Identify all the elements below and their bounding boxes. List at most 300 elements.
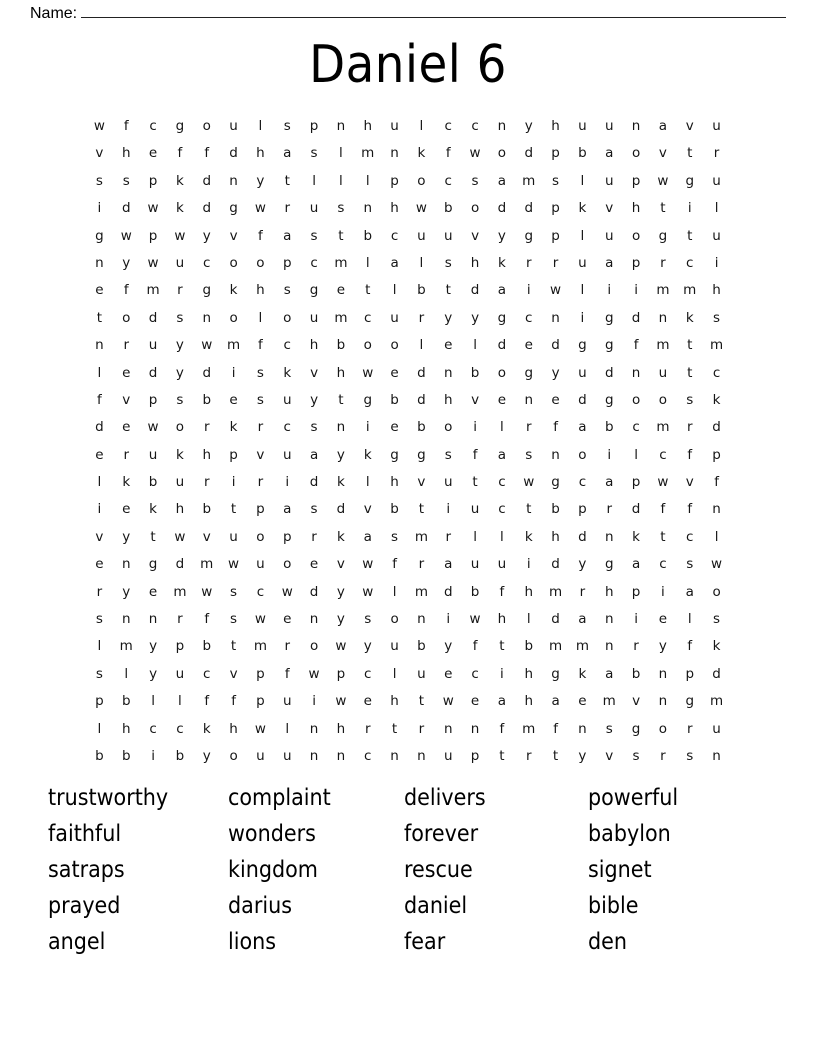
grid-cell[interactable]: d bbox=[336, 501, 346, 518]
grid-cell[interactable]: k bbox=[176, 446, 184, 463]
grid-cell[interactable]: s bbox=[713, 309, 721, 326]
grid-cell[interactable]: g bbox=[685, 693, 695, 710]
grid-cell[interactable]: h bbox=[390, 200, 399, 217]
grid-cell[interactable]: p bbox=[551, 200, 560, 217]
grid-cell[interactable]: h bbox=[336, 364, 346, 381]
grid-cell[interactable]: t bbox=[150, 528, 156, 545]
grid-cell[interactable]: o bbox=[470, 200, 480, 217]
grid-cell[interactable]: l bbox=[473, 528, 477, 545]
grid-cell[interactable]: u bbox=[256, 747, 265, 764]
grid-cell[interactable]: p bbox=[551, 227, 560, 244]
word-list-item[interactable]: fear bbox=[404, 929, 446, 955]
name-blank-line[interactable] bbox=[81, 2, 786, 18]
grid-cell[interactable]: r bbox=[311, 528, 317, 545]
grid-cell[interactable]: m bbox=[656, 337, 670, 354]
grid-cell[interactable]: e bbox=[444, 337, 453, 354]
grid-cell[interactable]: f bbox=[445, 145, 451, 162]
grid-cell[interactable]: a bbox=[605, 145, 614, 162]
grid-cell[interactable]: i bbox=[365, 419, 370, 436]
grid-cell[interactable]: f bbox=[258, 227, 263, 244]
grid-cell[interactable]: d bbox=[202, 200, 212, 217]
grid-cell[interactable]: n bbox=[95, 254, 104, 271]
grid-cell[interactable]: i bbox=[285, 474, 290, 491]
word-list-item[interactable]: faithful bbox=[48, 821, 122, 847]
grid-cell[interactable]: r bbox=[606, 501, 613, 518]
grid-cell[interactable]: b bbox=[417, 282, 426, 299]
grid-cell[interactable]: y bbox=[551, 364, 560, 381]
grid-cell[interactable]: s bbox=[337, 200, 345, 217]
grid-cell[interactable]: w bbox=[120, 227, 132, 244]
grid-cell[interactable]: c bbox=[203, 254, 211, 271]
grid-cell[interactable]: u bbox=[229, 528, 238, 545]
grid-cell[interactable]: c bbox=[498, 501, 506, 518]
grid-cell[interactable]: h bbox=[443, 391, 453, 408]
grid-cell[interactable]: r bbox=[364, 720, 371, 737]
grid-cell[interactable]: l bbox=[526, 611, 531, 628]
grid-cell[interactable]: g bbox=[497, 309, 507, 326]
grid-cell[interactable]: r bbox=[713, 145, 720, 162]
grid-cell[interactable]: p bbox=[256, 501, 265, 518]
grid-cell[interactable]: w bbox=[362, 583, 374, 600]
grid-cell[interactable]: s bbox=[444, 446, 452, 463]
grid-cell[interactable]: d bbox=[175, 556, 185, 573]
grid-cell[interactable]: y bbox=[122, 583, 131, 600]
grid-cell[interactable]: t bbox=[552, 747, 559, 764]
grid-cell[interactable]: m bbox=[200, 556, 214, 573]
grid-cell[interactable]: g bbox=[309, 282, 319, 299]
grid-cell[interactable]: p bbox=[551, 145, 560, 162]
grid-cell[interactable]: p bbox=[229, 446, 238, 463]
grid-cell[interactable]: i bbox=[607, 446, 612, 463]
grid-cell[interactable]: f bbox=[687, 446, 693, 463]
grid-cell[interactable]: k bbox=[229, 419, 238, 436]
grid-cell[interactable]: g bbox=[417, 446, 426, 463]
grid-cell[interactable]: e bbox=[95, 282, 104, 299]
grid-cell[interactable]: u bbox=[470, 556, 480, 573]
grid-cell[interactable]: w bbox=[657, 474, 669, 491]
grid-cell[interactable]: u bbox=[417, 227, 426, 244]
grid-cell[interactable]: o bbox=[444, 419, 453, 436]
grid-cell[interactable]: b bbox=[578, 145, 587, 162]
grid-cell[interactable]: l bbox=[258, 309, 263, 326]
grid-cell[interactable]: t bbox=[472, 474, 478, 491]
grid-cell[interactable]: a bbox=[363, 528, 372, 545]
grid-cell[interactable]: v bbox=[202, 528, 211, 545]
grid-cell[interactable]: d bbox=[712, 665, 721, 682]
grid-cell[interactable]: i bbox=[446, 501, 451, 518]
grid-cell[interactable]: y bbox=[202, 747, 211, 764]
grid-cell[interactable]: e bbox=[122, 501, 131, 518]
grid-cell[interactable]: u bbox=[148, 446, 158, 463]
grid-cell[interactable]: a bbox=[497, 282, 507, 299]
grid-cell[interactable]: o bbox=[658, 391, 668, 408]
grid-cell[interactable]: s bbox=[444, 254, 452, 271]
grid-cell[interactable]: r bbox=[203, 419, 210, 436]
grid-cell[interactable]: u bbox=[658, 364, 668, 381]
grid-cell[interactable]: d bbox=[443, 583, 453, 600]
grid-cell[interactable]: u bbox=[175, 254, 185, 271]
grid-cell[interactable]: n bbox=[95, 337, 104, 354]
grid-cell[interactable]: b bbox=[631, 665, 641, 682]
grid-cell[interactable]: h bbox=[712, 282, 721, 299]
grid-cell[interactable]: k bbox=[632, 528, 640, 545]
grid-cell[interactable]: i bbox=[607, 282, 612, 299]
grid-cell[interactable]: n bbox=[336, 747, 346, 764]
grid-cell[interactable]: h bbox=[121, 145, 131, 162]
grid-cell[interactable]: s bbox=[95, 611, 103, 628]
grid-cell[interactable]: c bbox=[176, 720, 184, 737]
grid-cell[interactable]: p bbox=[148, 227, 158, 244]
grid-cell[interactable]: c bbox=[578, 474, 587, 491]
grid-cell[interactable]: d bbox=[712, 419, 721, 436]
grid-cell[interactable]: u bbox=[604, 227, 614, 244]
word-list-item[interactable]: rescue bbox=[404, 857, 473, 883]
grid-cell[interactable]: l bbox=[714, 200, 719, 217]
grid-cell[interactable]: l bbox=[151, 693, 155, 710]
grid-cell[interactable]: h bbox=[229, 720, 238, 737]
grid-cell[interactable]: m bbox=[227, 337, 241, 354]
grid-cell[interactable]: l bbox=[258, 118, 263, 134]
grid-cell[interactable]: w bbox=[469, 611, 481, 628]
grid-cell[interactable]: w bbox=[469, 145, 481, 162]
grid-cell[interactable]: m bbox=[656, 419, 670, 436]
grid-cell[interactable]: o bbox=[309, 638, 319, 655]
grid-cell[interactable]: c bbox=[149, 720, 157, 737]
word-list-item[interactable]: wonders bbox=[228, 821, 316, 847]
grid-cell[interactable]: b bbox=[363, 227, 373, 244]
grid-cell[interactable]: s bbox=[310, 501, 318, 518]
grid-cell[interactable]: d bbox=[497, 337, 507, 354]
grid-cell[interactable]: r bbox=[633, 638, 639, 655]
grid-cell[interactable]: o bbox=[417, 172, 426, 189]
grid-cell[interactable]: w bbox=[201, 583, 213, 600]
grid-cell[interactable]: r bbox=[552, 254, 559, 271]
grid-cell[interactable]: b bbox=[417, 419, 426, 436]
grid-cell[interactable]: o bbox=[631, 391, 641, 408]
grid-cell[interactable]: t bbox=[687, 227, 693, 244]
grid-cell[interactable]: i bbox=[473, 419, 477, 436]
grid-cell[interactable]: f bbox=[204, 145, 210, 162]
grid-cell[interactable]: u bbox=[578, 254, 587, 271]
grid-cell[interactable]: c bbox=[525, 309, 533, 326]
grid-cell[interactable]: b bbox=[524, 638, 534, 655]
grid-cell[interactable]: u bbox=[282, 391, 292, 408]
grid-cell[interactable]: o bbox=[202, 118, 211, 134]
grid-cell[interactable]: n bbox=[631, 364, 641, 381]
grid-cell[interactable]: d bbox=[417, 364, 426, 381]
grid-cell[interactable]: u bbox=[712, 118, 721, 134]
word-list-item[interactable]: kingdom bbox=[228, 857, 318, 883]
grid-cell[interactable]: h bbox=[551, 118, 560, 134]
grid-cell[interactable]: u bbox=[578, 364, 587, 381]
grid-cell[interactable]: v bbox=[310, 364, 319, 381]
grid-cell[interactable]: n bbox=[443, 720, 453, 737]
grid-cell[interactable]: d bbox=[95, 419, 104, 436]
grid-cell[interactable]: f bbox=[258, 337, 263, 354]
word-list-item[interactable]: delivers bbox=[404, 785, 486, 811]
grid-cell[interactable]: g bbox=[363, 391, 373, 408]
grid-cell[interactable]: f bbox=[177, 145, 183, 162]
grid-cell[interactable]: w bbox=[174, 528, 186, 545]
grid-cell[interactable]: p bbox=[390, 172, 399, 189]
grid-cell[interactable]: i bbox=[231, 474, 236, 491]
grid-cell[interactable]: g bbox=[578, 337, 587, 354]
grid-cell[interactable]: l bbox=[365, 474, 370, 491]
grid-cell[interactable]: d bbox=[202, 172, 212, 189]
word-search-grid[interactable] bbox=[86, 113, 730, 770]
grid-cell[interactable]: w bbox=[335, 693, 347, 710]
grid-cell[interactable]: k bbox=[363, 446, 372, 463]
grid-cell[interactable]: p bbox=[631, 172, 641, 189]
grid-cell[interactable]: p bbox=[256, 665, 265, 682]
grid-cell[interactable]: o bbox=[256, 254, 265, 271]
grid-cell[interactable]: p bbox=[175, 638, 185, 655]
grid-cell[interactable]: d bbox=[417, 391, 426, 408]
grid-cell[interactable]: o bbox=[229, 747, 238, 764]
grid-cell[interactable]: r bbox=[525, 419, 532, 436]
grid-cell[interactable]: y bbox=[122, 528, 131, 545]
grid-cell[interactable]: f bbox=[123, 282, 129, 299]
grid-cell[interactable]: o bbox=[283, 309, 292, 326]
grid-cell[interactable]: t bbox=[96, 309, 103, 326]
grid-cell[interactable]: u bbox=[578, 118, 587, 134]
grid-cell[interactable]: c bbox=[149, 118, 157, 134]
grid-cell[interactable]: c bbox=[444, 172, 452, 189]
grid-cell[interactable]: f bbox=[472, 638, 478, 655]
grid-cell[interactable]: u bbox=[712, 720, 721, 737]
grid-cell[interactable]: u bbox=[256, 556, 265, 573]
grid-cell[interactable]: d bbox=[551, 556, 560, 573]
grid-cell[interactable]: m bbox=[710, 337, 724, 354]
grid-cell[interactable]: d bbox=[631, 501, 641, 518]
grid-cell[interactable]: b bbox=[121, 747, 131, 764]
grid-cell[interactable]: l bbox=[97, 474, 102, 491]
grid-cell[interactable]: k bbox=[337, 528, 345, 545]
grid-cell[interactable]: u bbox=[282, 446, 292, 463]
grid-cell[interactable]: b bbox=[202, 501, 212, 518]
grid-cell[interactable]: c bbox=[364, 309, 372, 326]
grid-cell[interactable]: k bbox=[283, 364, 292, 381]
grid-cell[interactable]: t bbox=[499, 747, 505, 764]
grid-cell[interactable]: w bbox=[147, 254, 159, 271]
grid-cell[interactable]: h bbox=[524, 583, 534, 600]
grid-cell[interactable]: g bbox=[390, 446, 399, 463]
grid-cell[interactable]: n bbox=[551, 309, 560, 326]
grid-cell[interactable]: t bbox=[526, 501, 532, 518]
grid-cell[interactable]: g bbox=[604, 309, 614, 326]
grid-cell[interactable]: l bbox=[580, 282, 585, 299]
grid-cell[interactable]: o bbox=[658, 720, 668, 737]
grid-cell[interactable]: n bbox=[658, 309, 668, 326]
grid-cell[interactable]: v bbox=[229, 227, 238, 244]
grid-cell[interactable]: i bbox=[634, 282, 638, 299]
grid-cell[interactable]: n bbox=[712, 747, 721, 764]
grid-cell[interactable]: g bbox=[229, 200, 238, 217]
word-list-item[interactable]: complaint bbox=[228, 785, 331, 811]
grid-cell[interactable]: k bbox=[176, 172, 184, 189]
grid-cell[interactable]: d bbox=[524, 200, 534, 217]
grid-cell[interactable]: p bbox=[148, 172, 158, 189]
grid-cell[interactable]: d bbox=[470, 282, 480, 299]
grid-cell[interactable]: o bbox=[363, 337, 372, 354]
grid-cell[interactable]: r bbox=[660, 747, 666, 764]
grid-cell[interactable]: u bbox=[390, 309, 399, 326]
grid-cell[interactable]: i bbox=[634, 611, 638, 628]
grid-cell[interactable]: e bbox=[95, 556, 104, 573]
grid-cell[interactable]: h bbox=[470, 254, 480, 271]
grid-cell[interactable]: m bbox=[549, 638, 563, 655]
grid-cell[interactable]: y bbox=[310, 391, 319, 408]
grid-cell[interactable]: t bbox=[391, 720, 398, 737]
grid-cell[interactable]: e bbox=[578, 693, 587, 710]
grid-cell[interactable]: s bbox=[283, 118, 291, 134]
grid-cell[interactable]: f bbox=[97, 391, 102, 408]
grid-cell[interactable]: l bbox=[500, 419, 504, 436]
grid-cell[interactable]: m bbox=[361, 145, 375, 162]
grid-cell[interactable]: y bbox=[444, 309, 453, 326]
grid-cell[interactable]: g bbox=[524, 364, 534, 381]
grid-cell[interactable]: r bbox=[257, 474, 264, 491]
grid-cell[interactable]: e bbox=[390, 419, 399, 436]
grid-cell[interactable]: h bbox=[551, 528, 560, 545]
grid-cell[interactable]: w bbox=[147, 200, 159, 217]
grid-cell[interactable]: a bbox=[497, 693, 507, 710]
grid-cell[interactable]: m bbox=[414, 583, 428, 600]
grid-cell[interactable]: l bbox=[124, 665, 129, 682]
grid-cell[interactable]: r bbox=[203, 474, 210, 491]
grid-cell[interactable]: h bbox=[309, 337, 319, 354]
grid-cell[interactable]: f bbox=[553, 419, 558, 436]
grid-cell[interactable]: u bbox=[604, 118, 614, 134]
grid-cell[interactable]: r bbox=[445, 528, 452, 545]
grid-cell[interactable]: a bbox=[283, 145, 292, 162]
grid-cell[interactable]: a bbox=[605, 254, 614, 271]
grid-cell[interactable]: o bbox=[390, 337, 399, 354]
grid-cell[interactable]: i bbox=[312, 693, 316, 710]
grid-cell[interactable]: e bbox=[551, 391, 560, 408]
grid-cell[interactable]: u bbox=[282, 747, 292, 764]
grid-cell[interactable]: m bbox=[549, 583, 563, 600]
grid-cell[interactable]: n bbox=[363, 200, 373, 217]
grid-cell[interactable]: t bbox=[365, 282, 371, 299]
grid-cell[interactable]: f bbox=[472, 446, 478, 463]
grid-cell[interactable]: l bbox=[97, 364, 102, 381]
grid-cell[interactable]: s bbox=[525, 446, 533, 463]
grid-cell[interactable]: w bbox=[93, 118, 105, 134]
grid-cell[interactable]: b bbox=[202, 391, 212, 408]
grid-cell[interactable]: l bbox=[419, 118, 424, 134]
grid-cell[interactable]: t bbox=[660, 528, 666, 545]
grid-cell[interactable]: m bbox=[146, 282, 160, 299]
grid-cell[interactable]: b bbox=[470, 364, 480, 381]
grid-cell[interactable]: o bbox=[283, 556, 292, 573]
grid-cell[interactable]: g bbox=[631, 720, 641, 737]
grid-cell[interactable]: r bbox=[284, 638, 291, 655]
grid-cell[interactable]: d bbox=[551, 611, 560, 628]
grid-cell[interactable]: o bbox=[229, 254, 238, 271]
grid-cell[interactable]: u bbox=[497, 556, 507, 573]
grid-cell[interactable]: v bbox=[658, 145, 667, 162]
grid-cell[interactable]: c bbox=[203, 665, 211, 682]
grid-cell[interactable]: t bbox=[338, 227, 344, 244]
grid-cell[interactable]: v bbox=[336, 556, 345, 573]
grid-cell[interactable]: b bbox=[417, 638, 426, 655]
grid-cell[interactable]: k bbox=[578, 665, 587, 682]
grid-cell[interactable]: l bbox=[365, 254, 370, 271]
grid-cell[interactable]: w bbox=[550, 282, 562, 299]
grid-cell[interactable]: o bbox=[497, 145, 507, 162]
grid-cell[interactable]: e bbox=[283, 611, 292, 628]
grid-cell[interactable]: l bbox=[97, 638, 102, 655]
grid-cell[interactable]: v bbox=[605, 747, 614, 764]
grid-cell[interactable]: s bbox=[686, 747, 694, 764]
grid-cell[interactable]: l bbox=[365, 172, 370, 189]
grid-cell[interactable]: b bbox=[470, 583, 480, 600]
grid-cell[interactable]: b bbox=[551, 501, 560, 518]
grid-cell[interactable]: r bbox=[177, 282, 183, 299]
grid-cell[interactable]: p bbox=[631, 254, 641, 271]
grid-cell[interactable]: u bbox=[443, 747, 453, 764]
grid-cell[interactable]: v bbox=[122, 391, 131, 408]
grid-cell[interactable]: y bbox=[363, 638, 372, 655]
grid-cell[interactable]: s bbox=[310, 145, 318, 162]
grid-cell[interactable]: u bbox=[443, 227, 453, 244]
grid-cell[interactable]: k bbox=[417, 145, 426, 162]
grid-cell[interactable]: a bbox=[444, 556, 453, 573]
grid-cell[interactable]: t bbox=[418, 501, 425, 518]
grid-cell[interactable]: h bbox=[175, 501, 185, 518]
grid-cell[interactable]: g bbox=[604, 391, 614, 408]
grid-cell[interactable]: y bbox=[149, 665, 158, 682]
grid-cell[interactable]: k bbox=[229, 282, 238, 299]
grid-cell[interactable]: s bbox=[230, 611, 238, 628]
grid-cell[interactable]: a bbox=[497, 446, 507, 463]
grid-cell[interactable]: w bbox=[335, 638, 347, 655]
grid-cell[interactable]: d bbox=[148, 309, 158, 326]
grid-cell[interactable]: h bbox=[336, 720, 346, 737]
grid-cell[interactable]: k bbox=[712, 638, 721, 655]
grid-cell[interactable]: r bbox=[123, 446, 130, 463]
grid-cell[interactable]: y bbox=[336, 583, 345, 600]
grid-cell[interactable]: r bbox=[660, 254, 666, 271]
grid-cell[interactable]: g bbox=[202, 282, 212, 299]
grid-cell[interactable]: c bbox=[498, 474, 506, 491]
grid-cell[interactable]: h bbox=[497, 611, 507, 628]
grid-cell[interactable]: t bbox=[284, 172, 290, 189]
grid-cell[interactable]: l bbox=[312, 172, 316, 189]
grid-cell[interactable]: y bbox=[175, 364, 184, 381]
grid-cell[interactable]: m bbox=[710, 693, 724, 710]
grid-cell[interactable]: p bbox=[685, 665, 695, 682]
word-list-item[interactable]: trustworthy bbox=[48, 785, 169, 811]
grid-cell[interactable]: k bbox=[176, 200, 184, 217]
grid-cell[interactable]: s bbox=[256, 391, 264, 408]
grid-cell[interactable]: d bbox=[202, 364, 212, 381]
grid-cell[interactable]: e bbox=[309, 556, 319, 573]
grid-cell[interactable]: f bbox=[687, 638, 693, 655]
grid-cell[interactable]: y bbox=[336, 446, 345, 463]
grid-cell[interactable]: v bbox=[632, 693, 641, 710]
grid-cell[interactable]: u bbox=[604, 172, 614, 189]
grid-cell[interactable]: c bbox=[659, 446, 667, 463]
grid-cell[interactable]: i bbox=[97, 501, 102, 518]
grid-cell[interactable]: a bbox=[605, 474, 614, 491]
grid-cell[interactable]: f bbox=[633, 337, 639, 354]
grid-cell[interactable]: s bbox=[310, 419, 318, 436]
grid-cell[interactable]: y bbox=[658, 638, 667, 655]
grid-cell[interactable]: y bbox=[122, 254, 131, 271]
grid-cell[interactable]: e bbox=[470, 693, 480, 710]
